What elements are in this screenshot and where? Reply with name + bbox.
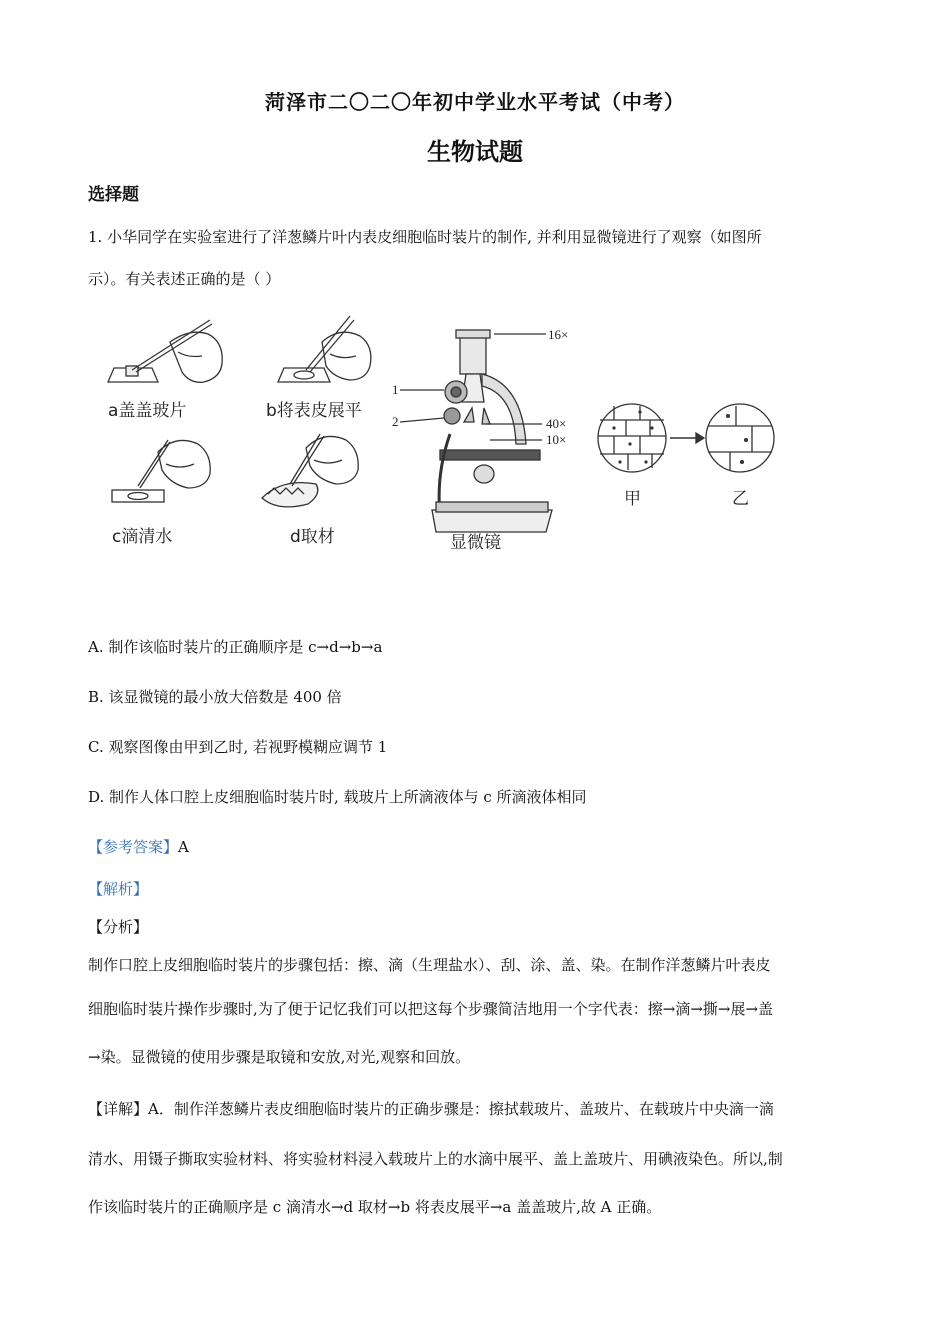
- question-stem-line-1: 1. 小华同学在实验室进行了洋葱鳞片叶内表皮细胞临时装片的制作, 并利用显微镜进行了观察（如图所: [88, 228, 762, 246]
- view-jia-illustration: [598, 404, 666, 472]
- part-2-label: 2: [392, 414, 399, 429]
- step-b-caption: b将表皮展平: [266, 401, 362, 421]
- exam-title: 菏泽市二〇二〇年初中学业水平考试（中考）: [265, 90, 685, 114]
- answer-line: [88, 836, 189, 857]
- option-b: B. 该显微镜的最小放大倍数是 400 倍: [88, 688, 342, 706]
- step-d-illustration: [262, 434, 358, 507]
- fenxi-label: 【分析】: [88, 918, 149, 936]
- step-d-caption: d取材: [290, 527, 335, 547]
- answer-label: 【参考答案】: [88, 838, 179, 856]
- figure-svg: [100, 312, 780, 562]
- detail-line-3: 作该临时装片的正确顺序是 c 滴清水→d 取材→b 将表皮展平→a 盖盖玻片,故 A 正确。: [88, 1198, 662, 1216]
- view-jia-caption: 甲: [624, 489, 641, 509]
- detail-line-2: 清水、用镊子撕取实验材料、将实验材料浸入载玻片上的水滴中展平、盖上盖玻片、用碘液染色。所以,制: [88, 1150, 783, 1168]
- view-yi-illustration: [706, 404, 774, 472]
- fenxi-line-1: 制作口腔上皮细胞临时装片的步骤包括：擦、滴（生理盐水）、刮、涂、盖、染。在制作洋葱鳞片叶表皮: [88, 956, 771, 974]
- step-b-illustration: [278, 316, 371, 382]
- answer-value: A: [178, 838, 189, 856]
- option-c: C. 观察图像由甲到乙时, 若视野模糊应调节 1: [88, 738, 388, 756]
- microscope-illustration: [432, 330, 552, 532]
- fenxi-line-2: 细胞临时装片操作步骤时,为了便于记忆我们可以把这每个步骤简洁地用一个字代表：擦→滴→撕→展→盖: [88, 1000, 774, 1018]
- analysis-label: 【解析】: [88, 880, 149, 898]
- step-a-caption: a盖盖玻片: [108, 401, 187, 421]
- microscope-caption: 显微镜: [450, 533, 501, 553]
- section-label: 选择题: [88, 185, 139, 205]
- step-c-caption: c滴清水: [112, 527, 173, 547]
- objective-high-label: 40×: [546, 416, 567, 431]
- view-yi-caption: 乙: [732, 489, 749, 509]
- objective-low-label: 10×: [546, 432, 567, 447]
- question-stem-line-2: 示）。有关表述正确的是（ ）: [88, 270, 281, 288]
- fenxi-line-3: →染。显微镜的使用步骤是取镜和安放,对光,观察和回放。: [88, 1048, 471, 1066]
- option-a: A. 制作该临时装片的正确顺序是 c→d→b→a: [88, 638, 383, 656]
- question-figure: [100, 312, 780, 562]
- part-1-label: 1: [392, 382, 399, 397]
- step-c-illustration: [112, 440, 210, 502]
- detail-line-1: 【详解】A．制作洋葱鳞片表皮细胞临时装片的正确步骤是：擦拭载玻片、盖玻片、在载玻片中央滴一滴: [88, 1100, 774, 1118]
- step-a-illustration: [108, 320, 222, 382]
- exam-subtitle: 生物试题: [427, 138, 523, 166]
- option-d: D. 制作人体口腔上皮细胞临时装片时, 载玻片上所滴液体与 c 所滴液体相同: [88, 788, 587, 806]
- eyepiece-label: 16×: [548, 327, 569, 342]
